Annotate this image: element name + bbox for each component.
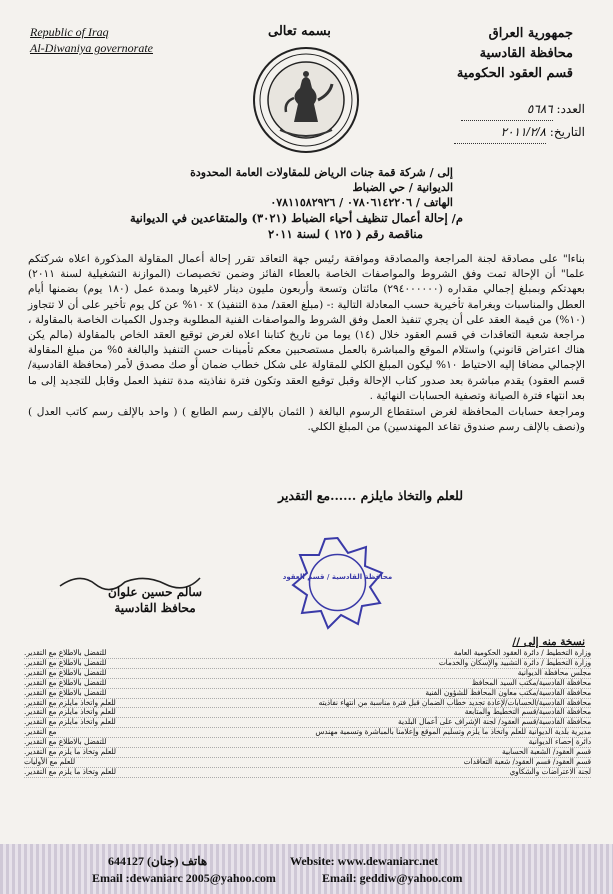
governorate-seal-icon: [250, 44, 362, 156]
copy-note: للعلم واتخاذ مايلزم مع التقدير.: [24, 707, 116, 717]
dotted-leader: [106, 659, 438, 668]
list-item: [24, 768, 591, 778]
reference-date-value: ٢٠١١/٢/٨: [454, 121, 546, 144]
copy-note: مع التقدير.: [24, 727, 57, 737]
dotted-leader: [106, 738, 528, 747]
dotted-leader: [116, 718, 398, 727]
list-item: [24, 728, 591, 738]
copy-recipient: محافظة القادسية/مكتب معاون المحافظ للشؤون الفنية: [425, 687, 591, 697]
header-english: [30, 24, 153, 56]
header-country: Republic of Iraq: [30, 25, 109, 39]
copy-recipient: مجلس محافظة الديوانية: [517, 667, 591, 677]
copy-recipient: محافظة القادسية/مكتب السيد المحافظ: [471, 677, 591, 687]
header-governorate: Al-Diwaniya governorate: [30, 41, 153, 55]
official-stamp-icon: [282, 535, 393, 630]
dotted-leader: [116, 699, 319, 708]
addressee-company: إلى / شركة قمة جنات الرياض للمقاولات العامة المحدودة: [190, 166, 453, 179]
copy-note: للعلم وتخاذ ما يلزم مع التقدير.: [24, 747, 117, 757]
copy-note: للعلم مع الأوليات: [24, 756, 76, 766]
copy-note: للتفضل بالاطلاع مع التقدير.: [24, 677, 107, 687]
header-republic: جمهورية العراق: [488, 26, 573, 41]
dotted-leader: [75, 758, 464, 767]
addressee-location: الديوانية / حي الضباط: [352, 181, 453, 194]
footer-email: Email :dewaniarc 2005@yahoo.com: [92, 871, 276, 885]
dotted-leader: [106, 649, 453, 658]
reference-number: العدد: ٥٦٨٦: [454, 98, 585, 121]
signer-block: [108, 584, 202, 616]
body-paragraph: بناءا" على مصادقة لجنة المراجعة والمصادقة وموافقة رئيس جهة التعاقد تقرر إحالة أعمال المقاولة المذكورة اعلاه شركتكم علما" أن الإحالة تمت وفق الشروط والمواصفات الخاصة بالعطاء الفائز وضمن تخصيصات (الموازنة التشغيلية لسنة ٢٠١١) بعهدتكم وبمبلغ إجمالي مقداره (٢٩٤٠٠٠٠٠٠) مائتان وتسعة وأربعون مليون دينار لاغيرها وبمدة عمل (١٨٠ يوم) بضمنها أيام العطل والمناسبات وبغرامة تأخيرية حسب المعادلة التالية :- (مبلغ العقد/ مدة التنفيذ) x ١٠% عن كل يوم تأخير على أن لا تتجاوز (١٠%) من قيمة العقد على أن يجري تنفيذ العمل وفق الشروط والمواصفات الفنية المطلوبة وجدول الكميات الخاصة بالمقاولة ، مراجعة شعبة التعاقدات في قسم العقود خلال (١٤) يوما من تاريخ كتابنا اعلاه لغرض توقيع العقد الخاص بالمقاولة (مالم يكن هناك اعتراض قانوني) واستلام الموقع والمباشرة بالعمل مستصحبين معكم تأمينات حسن التنفيذ والبالغة ٥% من مبلغ المقاولة الإجمالي مضافا إليه الاحتياط ١٠% ليكون المبلغ الكلي للمقاولة على شكل خطاب ضمان أو صك مصدق لأمر (محافظة القادسية/قسم العقود) يقدم مباشرة بعد صدور كتاب الإحالة وقبل توقيع العقد وتكون فترة نفاذيته مدة تنفيذ العمل وقابل للتجديد إلى ما بعد انتهاء فترة الصيانة وتصفية الحسابات النهائية .: [28, 253, 586, 402]
dotted-leader: [116, 768, 509, 777]
footer-website: Website: www.dewaniarc.net: [290, 854, 439, 868]
copy-recipient: محافظة القادسية/الحسابات/لإعادة تجديد خطاب الضمان قبل فترة مناسبة من انتهاء نفاذيته: [318, 697, 591, 707]
dotted-leader: [56, 728, 315, 737]
copy-recipient: دائرة إحصاء الديوانية: [528, 737, 591, 747]
subject-block: [130, 210, 463, 242]
header-department: قسم العقود الحكومية: [456, 66, 573, 81]
header-arabic: [457, 24, 573, 84]
copy-note: للتفضل بالاطلاع مع التقدير.: [24, 657, 107, 667]
dotted-leader: [106, 669, 517, 678]
copies-title: نسخة منه إلى //: [512, 636, 585, 648]
copy-recipient: وزارة التخطيط / دائرة التشييد والإسكان والخدمات: [438, 657, 591, 667]
copy-recipient: محافظة القادسية/قسم التخطيط والمتابعة: [464, 707, 591, 717]
header-province: محافظة القادسية: [479, 46, 573, 61]
copy-note: للتفضل بالاطلاع مع التقدير.: [24, 667, 107, 677]
footer-email: Email: geddiw@yahoo.com: [322, 871, 463, 885]
letter-body: [28, 252, 585, 436]
copy-recipient: مديرية بلدية الديوانية للعلم واتخاذ ما يلزم وتسليم الموقع وإعلامنا بالمباشرة وتسمية مهندس: [315, 727, 591, 737]
footer-phone: 644127 هاتف (جنان): [108, 854, 208, 868]
stamp-text: محافظة القادسية / قسم العقود: [282, 573, 393, 581]
copy-recipient: وزارة التخطيط / دائرة العقود الحكومية العامة: [453, 648, 591, 657]
copies-list: [24, 649, 591, 778]
subject-line: م/ إحالة أعمال تنظيف أحياء الضباط (٣٠٢١) والمتقاعدين في الديوانية: [130, 211, 463, 225]
header-basmala: بسمه تعالى: [268, 24, 331, 39]
reference-date: التاريخ: ٢٠١١/٢/٨: [454, 121, 585, 144]
closing-line: للعلم والتخاذ مايلزم ......مع التقدير: [278, 488, 463, 503]
list-item: [24, 659, 591, 669]
signer-name: سالم حسين علوان: [108, 585, 203, 599]
copy-recipient: قسم العقود/ الشعبة الحسابية: [502, 747, 591, 757]
copy-note: للعلم واتخاذ مايلزم مع التقدير.: [24, 717, 116, 727]
reference-number-value: ٥٦٨٦: [461, 98, 553, 121]
copy-note: للتفضل بالاطلاع مع التقدير.: [24, 687, 107, 697]
body-paragraph: ومراجعة حسابات المحافظة لغرض استقطاع الرسوم البالغة ( الثمان بالإلف رسم الطابع ) ( واحد بالإلف رسم كاتب العدل ) و(نصف بالإلف رسم صندوق تقاعد المهندسين) من المبلغ الكلي.: [28, 406, 585, 434]
document-reference: [454, 98, 585, 144]
dotted-leader: [116, 748, 502, 757]
dotted-leader: [106, 689, 425, 698]
addressee-block: [190, 165, 453, 210]
tender-number: مناقصة رقم ( ١٢٥ ) لسنة ٢٠١١: [267, 227, 423, 241]
dotted-leader: [106, 679, 471, 688]
addressee-phone: الهاتف / ٠٧٨٠٦١٤٢٢٠٦ / ٠٧٨١١٥٨٢٩٢٦: [270, 196, 453, 209]
copy-note: للتفضل بالاطلاع مع التقدير.: [24, 737, 107, 747]
copy-note: للتفضل بالاطلاع مع التقدير.: [24, 648, 107, 657]
copy-recipient: محافظة القادسية/قسم العقود/ لجنة الإشراف على أعمال البلدية: [398, 717, 591, 727]
dotted-leader: [116, 708, 465, 717]
copy-note: للعلم واتخاذ مايلزم مع التقدير.: [24, 697, 116, 707]
copy-note: للعلم وتخاذ ما يلزم مع التقدير.: [24, 766, 117, 776]
copy-recipient: لجنة الاعتراضات والشكاوي: [509, 766, 591, 776]
signer-title: محافظ القادسية: [114, 601, 196, 615]
footer-band: [0, 844, 613, 894]
copy-recipient: قسم العقود/ قسم العقود/ شعبة التعاقدات: [463, 756, 591, 766]
